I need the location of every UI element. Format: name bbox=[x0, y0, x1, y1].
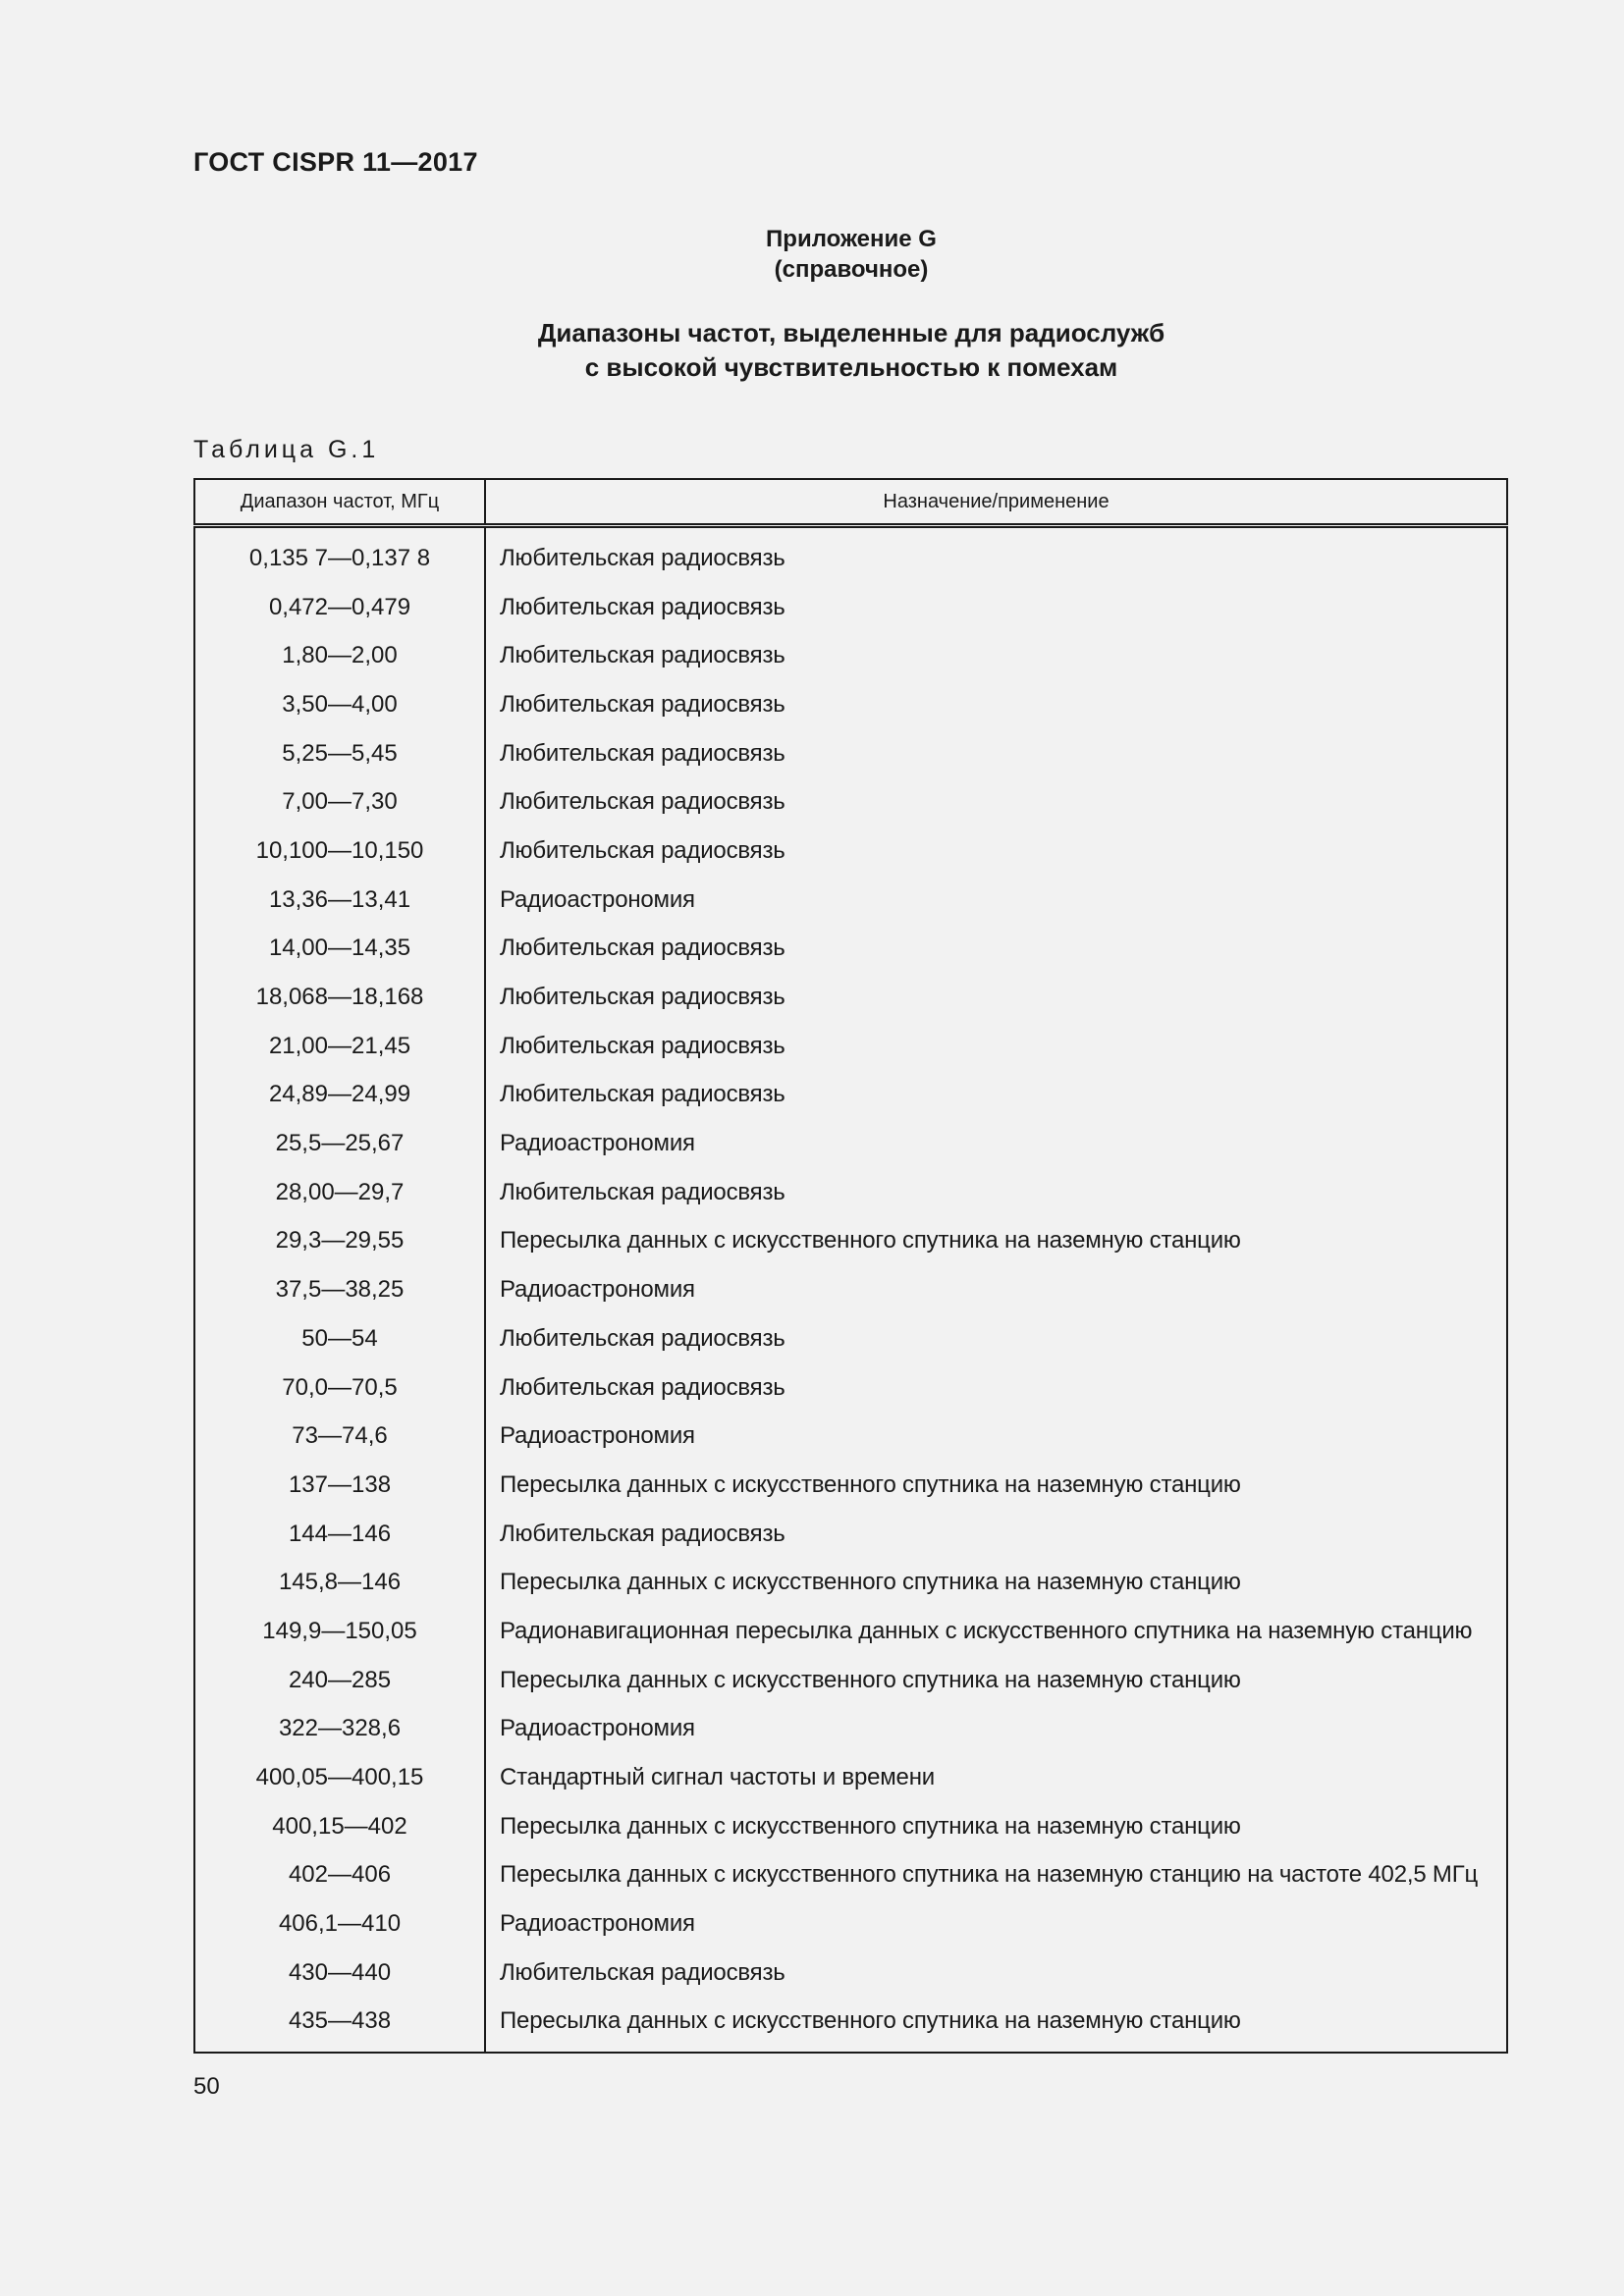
frequency-range-cell: 322—328,6 bbox=[194, 1705, 485, 1754]
table-row bbox=[194, 1899, 1507, 1949]
frequency-range-cell: 400,05—400,15 bbox=[194, 1753, 485, 1802]
table-row bbox=[194, 526, 1507, 583]
purpose-cell: Любительская радиосвязь bbox=[500, 642, 785, 669]
appendix-title: Приложение G bbox=[766, 226, 937, 252]
frequency-range-cell: 149,9—150,05 bbox=[194, 1607, 485, 1656]
frequency-range-cell: 406,1—410 bbox=[194, 1899, 485, 1949]
table-row bbox=[194, 1022, 1507, 1071]
table-row bbox=[194, 1949, 1507, 1998]
frequency-range-cell: 29,3—29,55 bbox=[194, 1217, 485, 1266]
table-row bbox=[194, 925, 1507, 974]
table-row bbox=[194, 1412, 1507, 1461]
frequency-range-cell: 70,0—70,5 bbox=[194, 1363, 485, 1413]
table-row bbox=[194, 1510, 1507, 1559]
purpose-cell: Радиоастрономия bbox=[500, 1715, 695, 1742]
appendix-subtitle: (справочное) bbox=[774, 256, 929, 283]
frequency-range-cell: 14,00—14,35 bbox=[194, 925, 485, 974]
frequency-range-cell: 5,25—5,45 bbox=[194, 729, 485, 778]
column-header-frequency: Диапазон частот, МГц bbox=[194, 479, 485, 526]
purpose-cell: Пересылка данных с искусственного спутника на наземную станцию на частоте 402,5 МГц bbox=[500, 1861, 1479, 1889]
purpose-cell: Пересылка данных с искусственного спутника на наземную станцию bbox=[500, 1227, 1241, 1255]
purpose-cell: Любительская радиосвязь bbox=[500, 544, 785, 571]
table-row bbox=[194, 1802, 1507, 1851]
frequency-range-cell: 1,80—2,00 bbox=[194, 631, 485, 680]
table-row bbox=[194, 827, 1507, 876]
purpose-cell: Любительская радиосвязь bbox=[500, 1958, 785, 1986]
table-body bbox=[194, 526, 1507, 2054]
frequency-range-cell: 0,472—0,479 bbox=[194, 583, 485, 632]
purpose-cell: Радионавигационная пересылка данных с искусственного спутника на наземную станцию bbox=[500, 1617, 1473, 1644]
purpose-cell: Пересылка данных с искусственного спутника на наземную станцию bbox=[500, 1470, 1241, 1498]
purpose-cell: Любительская радиосвязь bbox=[500, 1520, 785, 1547]
frequency-range-cell: 73—74,6 bbox=[194, 1412, 485, 1461]
purpose-cell: Любительская радиосвязь bbox=[500, 593, 785, 620]
table-label: Таблица G.1 bbox=[193, 436, 380, 463]
frequency-range-cell: 137—138 bbox=[194, 1461, 485, 1510]
frequency-range-cell: 21,00—21,45 bbox=[194, 1022, 485, 1071]
section-title bbox=[0, 316, 1624, 385]
purpose-cell: Радиоастрономия bbox=[500, 1910, 695, 1938]
purpose-cell: Пересылка данных с искусственного спутника на наземную станцию bbox=[500, 1569, 1241, 1596]
purpose-cell: Любительская радиосвязь bbox=[500, 1081, 785, 1108]
table-row bbox=[194, 631, 1507, 680]
table-row bbox=[194, 1363, 1507, 1413]
frequency-range-cell: 145,8—146 bbox=[194, 1558, 485, 1607]
table-row bbox=[194, 876, 1507, 925]
table-row bbox=[194, 1217, 1507, 1266]
frequency-table bbox=[193, 478, 1508, 2054]
table-row bbox=[194, 583, 1507, 632]
table-row bbox=[194, 1607, 1507, 1656]
frequency-range-cell: 3,50—4,00 bbox=[194, 680, 485, 729]
document-header: ГОСТ CISPR 11—2017 bbox=[193, 147, 478, 177]
frequency-range-cell: 50—54 bbox=[194, 1314, 485, 1363]
table-row bbox=[194, 1119, 1507, 1168]
frequency-range-cell: 18,068—18,168 bbox=[194, 973, 485, 1022]
frequency-range-cell: 28,00—29,7 bbox=[194, 1168, 485, 1217]
frequency-range-cell: 400,15—402 bbox=[194, 1802, 485, 1851]
purpose-cell: Пересылка данных с искусственного спутника на наземную станцию bbox=[500, 2007, 1241, 2035]
frequency-range-cell: 144—146 bbox=[194, 1510, 485, 1559]
purpose-cell: Любительская радиосвязь bbox=[500, 1373, 785, 1401]
table-row bbox=[194, 973, 1507, 1022]
table-row bbox=[194, 1314, 1507, 1363]
frequency-range-cell: 430—440 bbox=[194, 1949, 485, 1998]
frequency-range-cell: 7,00—7,30 bbox=[194, 777, 485, 827]
purpose-cell: Любительская радиосвязь bbox=[500, 690, 785, 718]
purpose-cell: Стандартный сигнал частоты и времени bbox=[500, 1764, 935, 1791]
purpose-cell: Любительская радиосвязь bbox=[500, 739, 785, 767]
table-row bbox=[194, 1705, 1507, 1754]
section-title-line-2: с высокой чувствительностью к помехам bbox=[584, 352, 1118, 382]
purpose-cell: Любительская радиосвязь bbox=[500, 788, 785, 816]
column-header-purpose: Назначение/применение bbox=[485, 479, 1507, 526]
frequency-range-cell: 0,135 7—0,137 8 bbox=[194, 526, 485, 583]
table-row bbox=[194, 729, 1507, 778]
frequency-range-cell: 435—438 bbox=[194, 1998, 485, 2054]
table-row bbox=[194, 1656, 1507, 1705]
frequency-range-cell: 240—285 bbox=[194, 1656, 485, 1705]
table-row bbox=[194, 1265, 1507, 1314]
table-row bbox=[194, 1753, 1507, 1802]
frequency-range-cell: 13,36—13,41 bbox=[194, 876, 485, 925]
purpose-cell: Радиоастрономия bbox=[500, 1422, 695, 1450]
frequency-range-cell: 402—406 bbox=[194, 1851, 485, 1900]
frequency-range-cell: 25,5—25,67 bbox=[194, 1119, 485, 1168]
purpose-cell: Любительская радиосвязь bbox=[500, 1032, 785, 1059]
appendix-heading bbox=[0, 224, 1624, 285]
section-title-line-1: Диапазоны частот, выделенные для радиослужб bbox=[537, 318, 1165, 347]
table-row bbox=[194, 1461, 1507, 1510]
table-row bbox=[194, 1558, 1507, 1607]
purpose-cell: Любительская радиосвязь bbox=[500, 1178, 785, 1205]
table-row bbox=[194, 1998, 1507, 2054]
frequency-range-cell: 24,89—24,99 bbox=[194, 1071, 485, 1120]
table-row bbox=[194, 1851, 1507, 1900]
purpose-cell: Любительская радиосвязь bbox=[500, 934, 785, 962]
purpose-cell: Радиоастрономия bbox=[500, 885, 695, 913]
purpose-cell: Радиоастрономия bbox=[500, 1130, 695, 1157]
page-number: 50 bbox=[193, 2073, 220, 2100]
purpose-cell: Пересылка данных с искусственного спутника на наземную станцию bbox=[500, 1812, 1241, 1840]
table-row bbox=[194, 777, 1507, 827]
table-row bbox=[194, 680, 1507, 729]
frequency-range-cell: 10,100—10,150 bbox=[194, 827, 485, 876]
frequency-range-cell: 37,5—38,25 bbox=[194, 1265, 485, 1314]
table-row bbox=[194, 1071, 1507, 1120]
table-header-row bbox=[194, 479, 1507, 526]
purpose-cell: Пересылка данных с искусственного спутника на наземную станцию bbox=[500, 1666, 1241, 1693]
table-row bbox=[194, 1168, 1507, 1217]
purpose-cell: Радиоастрономия bbox=[500, 1276, 695, 1304]
purpose-cell: Любительская радиосвязь bbox=[500, 984, 785, 1011]
purpose-cell: Любительская радиосвязь bbox=[500, 836, 785, 864]
purpose-cell: Любительская радиосвязь bbox=[500, 1324, 785, 1352]
